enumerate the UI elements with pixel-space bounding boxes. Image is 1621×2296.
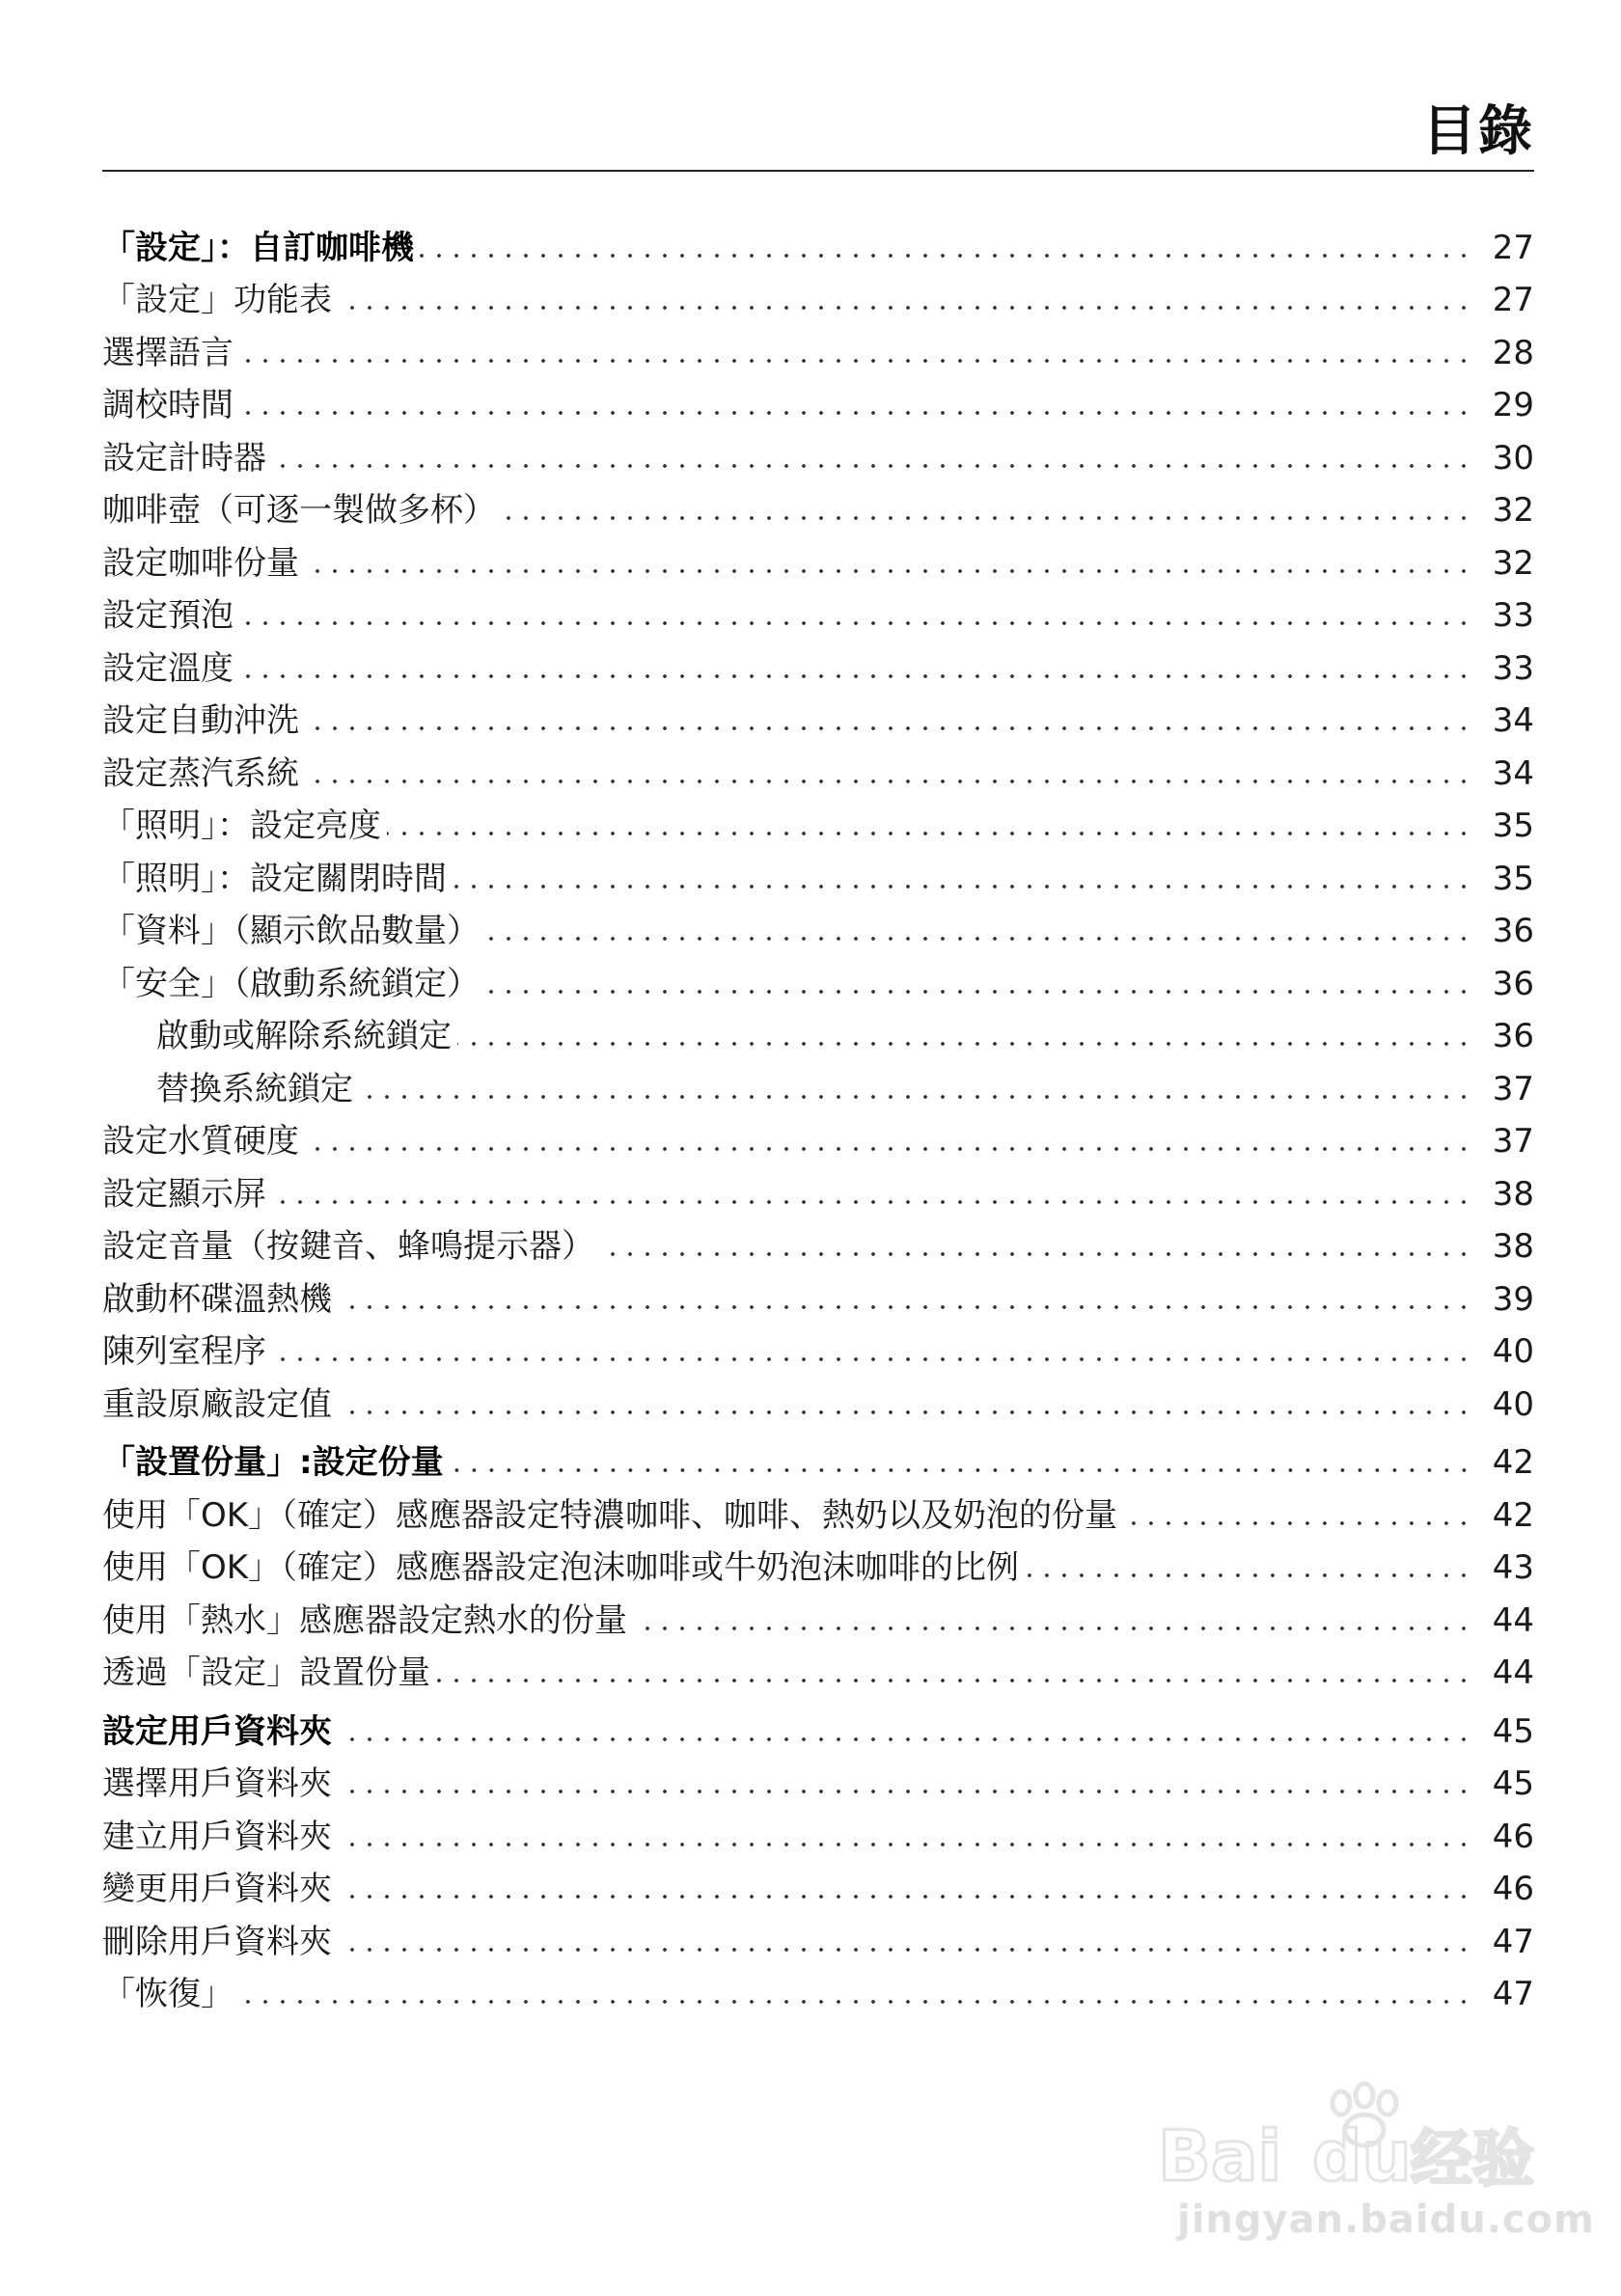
svg-text:经验: 经验 xyxy=(1411,2124,1534,2190)
toc-entry-page: 44 xyxy=(1492,1654,1534,1692)
toc-entry-page: 38 xyxy=(1492,1227,1534,1266)
dot-leader xyxy=(338,1944,1472,1955)
toc-entry-label: 使用「熱水」感應器設定熱水的份量 xyxy=(102,1600,627,1640)
toc-entry-label: 設定蒸汽系統 xyxy=(102,753,299,793)
toc-entry[interactable] xyxy=(102,690,1534,743)
toc-entry[interactable] xyxy=(102,532,1534,585)
dot-leader xyxy=(239,670,1472,682)
toc-entry[interactable] xyxy=(102,1805,1534,1858)
toc-entry[interactable] xyxy=(102,1321,1534,1374)
toc-entry-sub[interactable] xyxy=(102,1005,1534,1058)
toc-entry-label: 選擇用戶資料夾 xyxy=(102,1764,332,1803)
dot-leader xyxy=(502,512,1472,524)
dot-leader xyxy=(305,565,1472,577)
toc-entry-page: 32 xyxy=(1492,543,1534,583)
toc-entry-page: 40 xyxy=(1492,1384,1534,1424)
toc-entry-page: 35 xyxy=(1492,806,1534,845)
dot-leader xyxy=(453,881,1472,892)
paw-logo-icon xyxy=(1158,2074,1563,2190)
toc-entry-page: 28 xyxy=(1492,333,1534,372)
dot-leader xyxy=(457,1038,1472,1050)
toc-entry-page: 29 xyxy=(1492,386,1534,424)
toc-entry-page: 37 xyxy=(1492,1122,1534,1161)
toc-entry-label: 刪除用戶資料夾 xyxy=(102,1922,332,1961)
toc-entry-page: 27 xyxy=(1492,281,1534,319)
dot-leader xyxy=(239,617,1472,629)
toc-entry-page: 47 xyxy=(1492,1922,1534,1961)
toc-entry-page: 42 xyxy=(1492,1495,1534,1535)
toc-entry-label: 「恢復」 xyxy=(102,1975,234,2013)
toc-entry-label: 調校時間 xyxy=(102,386,234,424)
toc-entry-page: 30 xyxy=(1492,438,1534,478)
toc-entry[interactable] xyxy=(102,1268,1534,1321)
toc-entry-page: 36 xyxy=(1492,912,1534,950)
dot-leader xyxy=(272,1353,1472,1365)
toc-entry-page: 36 xyxy=(1492,1017,1534,1055)
dot-leader xyxy=(436,1675,1472,1686)
title-divider xyxy=(102,170,1534,172)
toc-entry[interactable] xyxy=(102,374,1534,427)
toc-entry[interactable] xyxy=(102,479,1534,533)
dot-leader xyxy=(305,1143,1472,1155)
toc-entry-section[interactable] xyxy=(102,1700,1534,1753)
toc-entry-label: 「設定」功能表 xyxy=(102,281,332,319)
dot-leader xyxy=(305,723,1472,734)
toc-entry-page: 40 xyxy=(1492,1332,1534,1371)
dot-leader xyxy=(338,302,1472,314)
dot-leader xyxy=(485,986,1472,998)
dot-leader xyxy=(359,1091,1472,1103)
toc-entry[interactable] xyxy=(102,1537,1534,1590)
toc-entry-label: 變更用戶資料夾 xyxy=(102,1870,332,1908)
dot-leader xyxy=(338,1891,1472,1902)
toc-entry-page: 36 xyxy=(1492,964,1534,1003)
dot-leader xyxy=(600,1248,1472,1260)
toc-entry[interactable] xyxy=(102,321,1534,374)
toc-entry[interactable] xyxy=(102,1162,1534,1216)
page-title: 目錄 xyxy=(1422,100,1534,163)
dot-leader xyxy=(450,1464,1472,1476)
toc-entry-label: 「資料」（顯示飲品數量） xyxy=(102,912,480,950)
toc-entry-label: 設定音量（按鍵音、蜂鳴提示器） xyxy=(102,1227,594,1266)
toc-entry-sub[interactable] xyxy=(102,1057,1534,1110)
toc-entry-page: 45 xyxy=(1492,1764,1534,1803)
toc-entry-label: 啟動杯碟溫熱機 xyxy=(102,1279,332,1319)
toc-entry-label: 「安全」（啟動系統鎖定） xyxy=(102,964,480,1003)
toc-entry[interactable] xyxy=(102,1589,1534,1642)
toc-entry[interactable] xyxy=(102,742,1534,795)
dot-leader xyxy=(305,776,1472,787)
dot-leader xyxy=(239,355,1472,367)
toc-entry-page: 35 xyxy=(1492,859,1534,898)
dot-leader xyxy=(338,1786,1472,1797)
toc-entry-page: 46 xyxy=(1492,1870,1534,1908)
toc-entry-page: 42 xyxy=(1492,1443,1534,1482)
toc-entry-page: 39 xyxy=(1492,1279,1534,1319)
toc-entry-label: 使用「OK」（確定）感應器設定特濃咖啡、咖啡、熱奶以及奶泡的份量 xyxy=(102,1495,1118,1535)
toc-entry-label: 設定預泡 xyxy=(102,596,234,635)
toc-entry-page: 34 xyxy=(1492,701,1534,740)
watermark-url: jingyan.baidu.com xyxy=(1177,2198,1595,2242)
toc-entry-page: 43 xyxy=(1492,1548,1534,1587)
toc-entry-label: 設定顯示屏 xyxy=(102,1174,266,1214)
toc-entry-label: 設定咖啡份量 xyxy=(102,543,299,583)
toc-entry-page: 44 xyxy=(1492,1600,1534,1640)
toc-entry[interactable] xyxy=(102,637,1534,690)
toc-entry[interactable] xyxy=(102,1484,1534,1537)
toc-entry-label: 陳列室程序 xyxy=(102,1332,266,1371)
toc-entry-label: 替換系統鎖定 xyxy=(156,1069,353,1108)
dot-leader xyxy=(485,933,1472,944)
toc-entry-page: 33 xyxy=(1492,596,1534,635)
dot-leader xyxy=(338,1407,1472,1418)
toc-entry-page: 38 xyxy=(1492,1174,1534,1214)
dot-leader xyxy=(338,1301,1472,1313)
table-of-contents xyxy=(102,216,1534,2015)
dot-leader xyxy=(387,828,1472,839)
toc-entry-label: 建立用戶資料夾 xyxy=(102,1817,332,1856)
dot-leader xyxy=(239,407,1472,419)
toc-entry-label: 設定用戶資料夾 xyxy=(102,1711,332,1751)
toc-entry-page: 45 xyxy=(1492,1711,1534,1751)
dot-leader xyxy=(1123,1517,1472,1529)
toc-entry-page: 32 xyxy=(1492,491,1534,530)
toc-entry[interactable] xyxy=(102,952,1534,1005)
toc-entry[interactable] xyxy=(102,1110,1534,1163)
toc-entry-label: 「設置份量」:設定份量 xyxy=(102,1443,444,1482)
dot-leader xyxy=(1025,1570,1472,1581)
toc-entry-label: 「照明」：設定關閉時間 xyxy=(102,859,447,898)
toc-entry[interactable] xyxy=(102,1216,1534,1269)
dot-leader xyxy=(272,1196,1472,1208)
toc-entry-label: 咖啡壺（可逐一製做多杯） xyxy=(102,491,496,530)
toc-entry-page: 47 xyxy=(1492,1975,1534,2013)
toc-entry[interactable] xyxy=(102,900,1534,953)
toc-entry-label: 重設原廠設定值 xyxy=(102,1384,332,1424)
toc-entry[interactable] xyxy=(102,847,1534,900)
toc-entry[interactable] xyxy=(102,585,1534,638)
toc-entry[interactable] xyxy=(102,269,1534,322)
dot-leader xyxy=(239,1996,1472,2008)
toc-entry-page: 37 xyxy=(1492,1069,1534,1108)
toc-entry-section[interactable] xyxy=(102,216,1534,269)
toc-entry-label: 設定自動沖洗 xyxy=(102,701,299,740)
toc-entry-label: 設定水質硬度 xyxy=(102,1122,299,1161)
toc-entry-label: 選擇語言 xyxy=(102,333,234,372)
svg-text:Bai: Bai xyxy=(1158,2116,1282,2190)
toc-entry-label: 「照明」：設定亮度 xyxy=(102,806,381,845)
toc-entry[interactable] xyxy=(102,1858,1534,1911)
svg-text:du: du xyxy=(1312,2116,1412,2190)
toc-entry-label: 「設定」：自訂咖啡機 xyxy=(102,228,414,267)
toc-entry-section[interactable] xyxy=(102,1432,1534,1485)
dot-leader xyxy=(338,1734,1472,1745)
toc-entry-label: 啟動或解除系統鎖定 xyxy=(156,1017,452,1055)
toc-entry[interactable] xyxy=(102,1910,1534,1963)
dot-leader xyxy=(272,460,1472,472)
dot-leader xyxy=(420,250,1472,261)
toc-entry[interactable] xyxy=(102,1373,1534,1426)
toc-entry[interactable] xyxy=(102,426,1534,479)
baidu-jingyan-watermark xyxy=(1158,2074,1595,2267)
dot-leader xyxy=(338,1839,1472,1850)
dot-leader xyxy=(633,1623,1472,1634)
toc-entry[interactable] xyxy=(102,795,1534,848)
toc-entry-page: 33 xyxy=(1492,648,1534,688)
toc-entry-page: 27 xyxy=(1492,228,1534,267)
toc-entry-page: 46 xyxy=(1492,1817,1534,1856)
toc-entry-page: 34 xyxy=(1492,753,1534,793)
toc-entry-label: 設定溫度 xyxy=(102,648,234,688)
toc-entry-label: 使用「OK」（確定）感應器設定泡沫咖啡或牛奶泡沫咖啡的比例 xyxy=(102,1548,1020,1587)
toc-entry[interactable] xyxy=(102,1753,1534,1806)
toc-entry-label: 透過「設定」設置份量 xyxy=(102,1654,430,1692)
toc-entry[interactable] xyxy=(102,1642,1534,1695)
toc-entry[interactable] xyxy=(102,1963,1534,2016)
toc-entry-label: 設定計時器 xyxy=(102,438,266,478)
